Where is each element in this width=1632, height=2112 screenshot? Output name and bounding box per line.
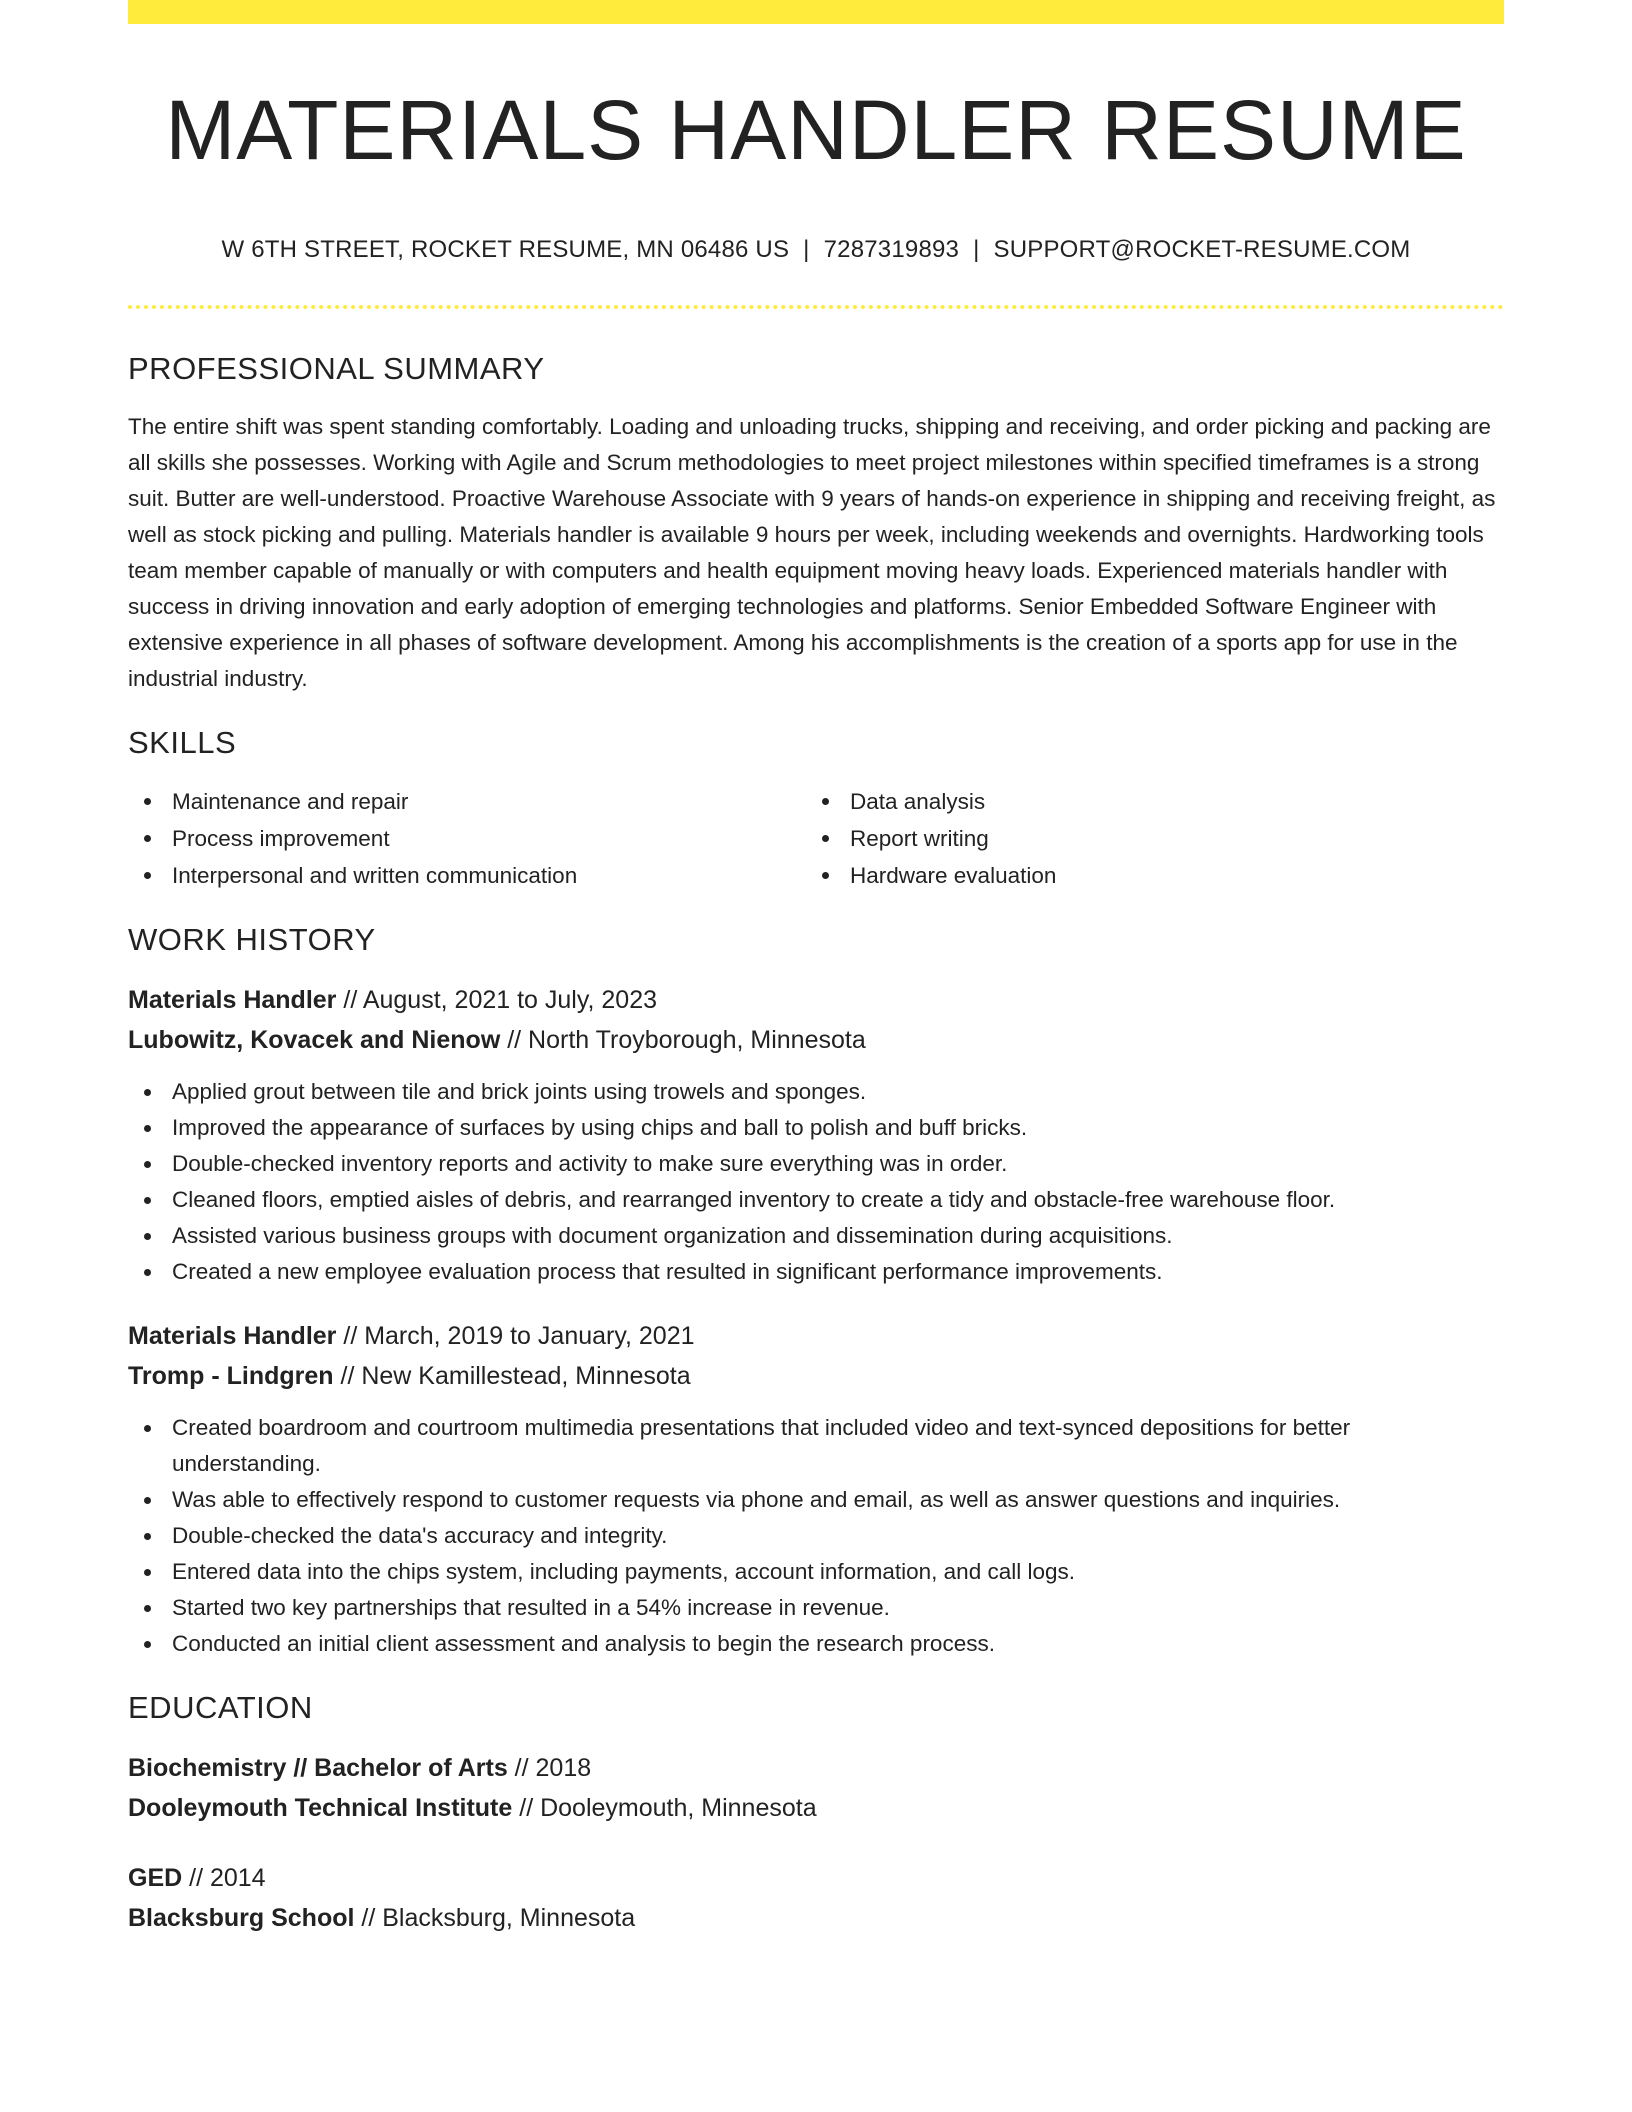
section-heading-skills: SKILLS	[128, 725, 237, 760]
job-bullet: Created a new employee evaluation process that resulted in significant performance improvements.	[128, 1254, 1504, 1290]
job-title: Materials Handler	[128, 986, 337, 1014]
resume-content	[128, 0, 1504, 1938]
job-bullet: Applied grout between tile and brick joints using trowels and sponges.	[128, 1074, 1504, 1110]
dotted-divider	[128, 305, 1504, 309]
skills-grid	[128, 783, 1504, 894]
accent-top-bar	[128, 0, 1504, 24]
education-degree: GED	[128, 1864, 183, 1892]
skill-item: Maintenance and repair	[128, 783, 806, 820]
skill-item: Data analysis	[806, 783, 1484, 820]
education-school: Dooleymouth Technical Institute	[128, 1794, 513, 1822]
job-entry	[128, 980, 1504, 1290]
skill-item: Hardware evaluation	[806, 857, 1484, 894]
education-location: // Blacksburg, Minnesota	[354, 1904, 636, 1932]
education-school-line	[128, 1788, 1504, 1828]
job-bullet: Was able to effectively respond to customer requests via phone and email, as well as answer questions and inquiries.	[128, 1482, 1504, 1518]
contact-line	[128, 234, 1504, 266]
skills-column-right	[806, 783, 1484, 894]
section-heading-summary: PROFESSIONAL SUMMARY	[128, 351, 545, 386]
job-bullet: Improved the appearance of surfaces by using chips and ball to polish and buff bricks.	[128, 1110, 1504, 1146]
company-location: // North Troyborough, Minnesota	[500, 1026, 866, 1054]
contact-email: SUPPORT@ROCKET-RESUME.COM	[993, 236, 1411, 263]
summary-text: The entire shift was spent standing comfortably. Loading and unloading trucks, shipping and receiving, and order picking and packing are all skills she possesses. Working with Agile and Scrum methodologies to meet project milestones within specified timeframes is a strong suit. Butter are well-understood. Proactive Warehouse Associate with 9 years of hands-on experience in shipping and receiving freight, as well as stock picking and pulling. Materials handler is available 9 hours per week, including weekends and overnights. Hardworking tools team member capable of manually or with computers and health equipment moving heavy loads. Experienced materials handler with success in driving innovation and early adoption of emerging technologies and platforms. Senior Embedded Software Engineer with extensive experience in all phases of software development. Among his accomplishments is the creation of a sports app for use in the industrial industry.	[128, 414, 1496, 691]
job-dates: // March, 2019 to January, 2021	[336, 1322, 695, 1350]
job-dates: // August, 2021 to July, 2023	[336, 986, 658, 1014]
contact-phone: 7287319893	[823, 236, 960, 263]
contact-separator: |	[973, 236, 980, 263]
education-location: // Dooleymouth, Minnesota	[512, 1794, 817, 1822]
education-year: // 2018	[507, 1754, 592, 1782]
job-bullet: Started two key partnerships that resulted in a 54% increase in revenue.	[128, 1590, 1504, 1626]
job-bullet: Assisted various business groups with document organization and dissemination during acquisitions.	[128, 1218, 1504, 1254]
company-name: Tromp - Lindgren	[128, 1362, 334, 1390]
resume-title: MATERIALS HANDLER RESUME	[165, 83, 1467, 177]
skills-column-left	[128, 783, 806, 894]
job-bullet: Entered data into the chips system, including payments, account information, and call logs.	[128, 1554, 1504, 1590]
job-title: Materials Handler	[128, 1322, 337, 1350]
section-heading-education: EDUCATION	[128, 1690, 313, 1725]
skill-item: Interpersonal and written communication	[128, 857, 806, 894]
section-heading-work-history: WORK HISTORY	[128, 922, 376, 957]
skill-item: Process improvement	[128, 820, 806, 857]
job-bullet: Created boardroom and courtroom multimedia presentations that included video and text-synced depositions for better understanding.	[128, 1410, 1504, 1482]
job-bullets	[128, 1410, 1504, 1662]
contact-separator: |	[803, 236, 810, 263]
education-year: // 2014	[182, 1864, 266, 1892]
education-degree-line	[128, 1748, 1504, 1788]
education-entry	[128, 1748, 1504, 1828]
job-title-line	[128, 980, 1504, 1020]
job-bullet: Double-checked inventory reports and activity to make sure everything was in order.	[128, 1146, 1504, 1182]
education-entry	[128, 1858, 1504, 1938]
job-bullets	[128, 1074, 1504, 1290]
job-title-line	[128, 1316, 1504, 1356]
job-bullet: Cleaned floors, emptied aisles of debris, and rearranged inventory to create a tidy and obstacle-free warehouse floor.	[128, 1182, 1504, 1218]
education-degree-line	[128, 1858, 1504, 1898]
contact-address: W 6TH STREET, ROCKET RESUME, MN 06486 US	[221, 236, 790, 263]
company-name: Lubowitz, Kovacek and Nienow	[128, 1026, 501, 1054]
job-bullet: Double-checked the data's accuracy and integrity.	[128, 1518, 1504, 1554]
education-school-line	[128, 1898, 1504, 1938]
job-entry	[128, 1316, 1504, 1662]
skill-item: Report writing	[806, 820, 1484, 857]
job-bullet: Conducted an initial client assessment and analysis to begin the research process.	[128, 1626, 1504, 1662]
company-line	[128, 1020, 1504, 1060]
education-degree: Biochemistry // Bachelor of Arts	[128, 1754, 508, 1782]
company-line	[128, 1356, 1504, 1396]
education-school: Blacksburg School	[128, 1904, 355, 1932]
company-location: // New Kamillestead, Minnesota	[333, 1362, 691, 1390]
